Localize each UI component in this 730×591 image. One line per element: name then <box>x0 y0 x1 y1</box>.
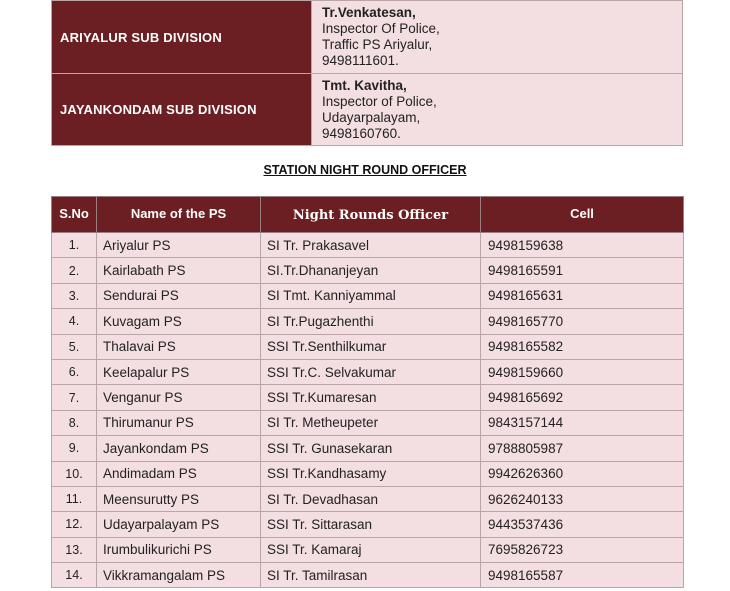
row-officer: SSI Tr.Kandhasamy <box>261 461 481 486</box>
row-officer: SSI Tr.Kumaresan <box>261 385 481 410</box>
division-name: ARIYALUR SUB DIVISION <box>52 1 312 74</box>
row-cell-number: 7695826723 <box>481 537 684 562</box>
row-sno: 8. <box>52 410 97 435</box>
row-cell-number: 9626240133 <box>481 486 684 511</box>
row-ps-name: Meensurutty PS <box>97 486 261 511</box>
row-ps-name: Sendurai PS <box>97 283 261 308</box>
table-header-row <box>52 197 684 233</box>
table-row <box>52 537 684 562</box>
row-cell-number: 9498159660 <box>481 359 684 384</box>
row-ps-name: Kuvagam PS <box>97 309 261 334</box>
row-officer: SI Tr. Metheupeter <box>261 410 481 435</box>
officer-phone: 9498111601. <box>322 53 399 68</box>
officer-name: Tmt. Kavitha, <box>322 77 407 93</box>
row-ps-name: Jayankondam PS <box>97 436 261 461</box>
row-ps-name: Thirumanur PS <box>97 410 261 435</box>
table-row <box>52 486 684 511</box>
row-ps-name: Irumbulikurichi PS <box>97 537 261 562</box>
table-row <box>52 258 684 283</box>
row-officer: SI Tr. Prakasavel <box>261 233 481 258</box>
row-sno: 10. <box>52 461 97 486</box>
row-cell-number: 9788805987 <box>481 436 684 461</box>
table-row <box>52 512 684 537</box>
table-row <box>52 461 684 486</box>
header-ps-name: Name of the PS <box>97 197 261 233</box>
row-officer: SI Tr. Tamilrasan <box>261 563 481 588</box>
sub-division-table <box>51 0 683 146</box>
row-ps-name: Venganur PS <box>97 385 261 410</box>
officer-name: Tr.Venkatesan, <box>322 5 416 20</box>
row-cell-number: 9498165591 <box>481 258 684 283</box>
row-cell-number: 9443537436 <box>481 512 684 537</box>
row-cell-number: 9498165692 <box>481 385 684 410</box>
header-sno: S.No <box>52 197 97 233</box>
table-row <box>52 233 684 258</box>
row-sno: 6. <box>52 359 97 384</box>
row-officer: SI Tr.Pugazhenthi <box>261 309 481 334</box>
table-row <box>52 563 684 588</box>
officer-phone: 9498160760. <box>322 125 401 141</box>
night-round-table <box>51 196 684 588</box>
row-officer: SI Tmt. Kanniyammal <box>261 283 481 308</box>
header-cell: Cell <box>481 197 684 233</box>
table-row <box>52 436 684 461</box>
row-officer: SSI Tr. Sittarasan <box>261 512 481 537</box>
row-officer: SI.Tr.Dhananjeyan <box>261 258 481 283</box>
officer-station: Udayarpalayam, <box>322 109 421 125</box>
row-cell-number: 9498165770 <box>481 309 684 334</box>
table-row <box>52 385 684 410</box>
row-officer: SSI Tr. Gunasekaran <box>261 436 481 461</box>
row-cell-number: 9498165587 <box>481 563 684 588</box>
row-ps-name: Kairlabath PS <box>97 258 261 283</box>
row-ps-name: Ariyalur PS <box>97 233 261 258</box>
row-cell-number: 9498165582 <box>481 334 684 359</box>
row-officer: SSI Tr. Kamaraj <box>261 537 481 562</box>
sub-division-row <box>52 74 683 146</box>
table-row <box>52 283 684 308</box>
sub-division-row <box>52 1 683 74</box>
officer-designation: Inspector of Police, <box>322 93 437 109</box>
row-cell-number: 9843157144 <box>481 410 684 435</box>
row-sno: 12. <box>52 512 97 537</box>
table-row <box>52 334 684 359</box>
row-sno: 1. <box>52 233 97 258</box>
row-sno: 9. <box>52 436 97 461</box>
division-name: JAYANKONDAM SUB DIVISION <box>52 74 312 146</box>
row-sno: 3. <box>52 283 97 308</box>
row-ps-name: Thalavai PS <box>97 334 261 359</box>
section-title: STATION NIGHT ROUND OFFICER <box>263 163 467 177</box>
row-sno: 5. <box>52 334 97 359</box>
row-cell-number: 9942626360 <box>481 461 684 486</box>
row-sno: 13. <box>52 537 97 562</box>
table-row <box>52 359 684 384</box>
division-officer <box>312 74 683 146</box>
row-officer: SSI Tr.Senthilkumar <box>261 334 481 359</box>
row-sno: 11. <box>52 486 97 511</box>
row-officer: SSI Tr.C. Selvakumar <box>261 359 481 384</box>
table-row <box>52 410 684 435</box>
row-ps-name: Vikkramangalam PS <box>97 563 261 588</box>
row-ps-name: Andimadam PS <box>97 461 261 486</box>
row-ps-name: Udayarpalayam PS <box>97 512 261 537</box>
table-body <box>52 233 684 588</box>
division-officer <box>312 1 683 74</box>
row-cell-number: 9498165631 <box>481 283 684 308</box>
row-sno: 4. <box>52 309 97 334</box>
row-ps-name: Keelapalur PS <box>97 359 261 384</box>
row-sno: 7. <box>52 385 97 410</box>
row-sno: 14. <box>52 563 97 588</box>
row-officer: SI Tr. Devadhasan <box>261 486 481 511</box>
row-sno: 2. <box>52 258 97 283</box>
table-row <box>52 309 684 334</box>
header-officer: Night Rounds Officer <box>261 197 481 233</box>
officer-station: Traffic PS Ariyalur, <box>322 37 433 52</box>
officer-designation: Inspector Of Police, <box>322 21 440 36</box>
row-cell-number: 9498159638 <box>481 233 684 258</box>
